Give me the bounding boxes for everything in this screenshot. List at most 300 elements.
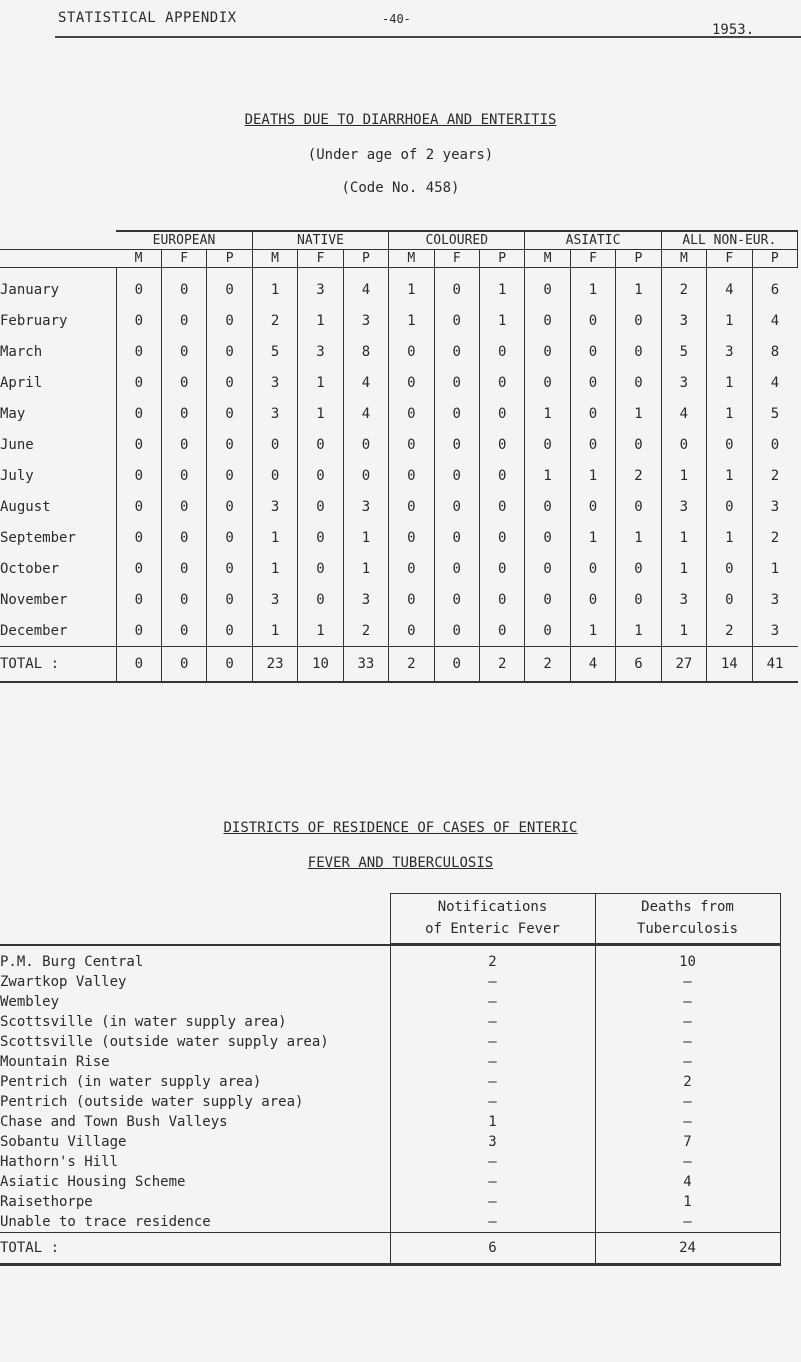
value-cell: 0 [525, 367, 570, 398]
value-cell: 2 [252, 305, 297, 336]
value-cell: 2 [661, 268, 706, 306]
value-cell: 0 [525, 305, 570, 336]
tb-value: — [595, 1212, 780, 1233]
value-cell: 0 [616, 491, 661, 522]
district-row [0, 1012, 780, 1032]
value-cell: 2 [343, 615, 388, 647]
district-row [0, 945, 780, 973]
enteric-value: — [390, 1072, 595, 1092]
value-cell: 1 [616, 268, 661, 306]
district-name: Hathorn's Hill [0, 1154, 119, 1170]
enteric-value: 6 [390, 1233, 595, 1265]
value-cell: 0 [252, 429, 297, 460]
value-cell: 0 [389, 336, 434, 367]
value-cell: 1 [343, 553, 388, 584]
value-cell: 4 [343, 367, 388, 398]
value-cell: 3 [252, 367, 297, 398]
enteric-value: — [390, 1152, 595, 1172]
diarrhoea-title: DEATHS DUE TO DIARRHOEA AND ENTERITIS [244, 112, 557, 128]
district-name: Zwartkop Valley [0, 974, 127, 990]
value-cell: 2 [389, 647, 434, 683]
enteric-value: — [390, 1192, 595, 1212]
value-cell: 0 [570, 553, 615, 584]
district-row [0, 1212, 780, 1233]
month-label: November [0, 591, 68, 608]
value-cell: 3 [770, 498, 780, 515]
districts-title-line1: DISTRICTS OF RESIDENCE OF CASES OF ENTERIC [223, 820, 578, 836]
value-cell: 1 [616, 398, 661, 429]
value-cell: 1 [252, 553, 297, 584]
enteric-value: — [390, 992, 595, 1012]
value-cell: 0 [207, 305, 252, 336]
value-cell: 0 [162, 522, 207, 553]
value-cell: 0 [570, 305, 615, 336]
value-cell: 1 [570, 460, 615, 491]
value-cell: 1 [707, 460, 752, 491]
tb-value: 2 [595, 1072, 780, 1092]
value-cell: 3 [770, 622, 780, 639]
value-cell: 0 [207, 615, 252, 647]
value-cell: 33 [343, 647, 388, 683]
value-cell: 0 [162, 553, 207, 584]
value-cell: 0 [252, 460, 297, 491]
value-cell: 0 [298, 460, 343, 491]
sub-header: F [570, 250, 615, 268]
value-cell: 3 [298, 268, 343, 306]
group-header: ALL NON-EUR. [661, 231, 797, 250]
enteric-value: 3 [390, 1132, 595, 1152]
value-cell: 3 [707, 336, 752, 367]
value-cell: 2 [479, 647, 524, 683]
tb-value: — [595, 1092, 780, 1112]
tb-header-line2: Tuberculosis [636, 921, 739, 937]
district-row [0, 1052, 780, 1072]
value-cell: 0 [525, 429, 570, 460]
group-header: NATIVE [252, 231, 388, 250]
tb-value: 10 [595, 945, 780, 973]
value-cell: 0 [570, 491, 615, 522]
value-cell: 3 [298, 336, 343, 367]
month-row [0, 305, 798, 336]
month-label: March [0, 343, 43, 360]
value-cell: 1 [343, 522, 388, 553]
value-cell: 1 [770, 560, 780, 577]
group-header: ASIATIC [525, 231, 661, 250]
district-row [0, 1132, 780, 1152]
value-cell: 0 [207, 491, 252, 522]
value-cell: 0 [434, 647, 479, 683]
value-cell: 0 [207, 336, 252, 367]
value-cell: 0 [116, 647, 161, 683]
value-cell: 0 [616, 584, 661, 615]
sub-header: M [661, 250, 706, 268]
value-cell: 0 [570, 429, 615, 460]
value-cell: 0 [162, 460, 207, 491]
value-cell: 0 [479, 398, 524, 429]
tb-value: 7 [595, 1132, 780, 1152]
value-cell: 1 [661, 615, 706, 647]
value-cell: 1 [479, 268, 524, 306]
value-cell: 0 [525, 553, 570, 584]
value-cell: 0 [479, 460, 524, 491]
value-cell: 0 [162, 615, 207, 647]
value-cell: 5 [252, 336, 297, 367]
value-cell: 0 [389, 615, 434, 647]
value-cell: 4 [770, 312, 780, 329]
header-rule [55, 36, 801, 38]
value-cell: 0 [661, 429, 706, 460]
enteric-header-line1: Notifications [437, 899, 548, 915]
value-cell: 0 [434, 305, 479, 336]
districts-title-line2: FEVER AND TUBERCULOSIS [307, 855, 494, 871]
value-cell: 0 [434, 336, 479, 367]
value-cell: 6 [616, 647, 661, 683]
sub-header: P [479, 250, 524, 268]
value-cell: 4 [770, 374, 780, 391]
district-name: Asiatic Housing Scheme [0, 1174, 186, 1190]
value-cell: 0 [343, 429, 388, 460]
group-header: COLOURED [389, 231, 525, 250]
value-cell: 1 [570, 268, 615, 306]
value-cell: 6 [770, 281, 780, 298]
value-cell: 3 [343, 491, 388, 522]
appendix-heading: STATISTICAL APPENDIX [58, 10, 237, 26]
month-label: February [0, 312, 68, 329]
enteric-value: — [390, 1012, 595, 1032]
sub-header: P [207, 250, 252, 268]
value-cell: 0 [207, 460, 252, 491]
month-row [0, 429, 798, 460]
value-cell: 0 [525, 584, 570, 615]
value-cell: 0 [116, 429, 161, 460]
value-cell: 0 [707, 584, 752, 615]
value-cell: 0 [434, 584, 479, 615]
month-label: April [0, 374, 43, 391]
sub-header: M [525, 250, 570, 268]
value-cell: 0 [116, 336, 161, 367]
value-cell: 0 [616, 367, 661, 398]
district-row [0, 1172, 780, 1192]
value-cell: 0 [707, 429, 752, 460]
month-label: August [0, 498, 51, 515]
district-header-blank [0, 894, 390, 945]
value-cell: 1 [707, 305, 752, 336]
district-name: Chase and Town Bush Valleys [0, 1114, 228, 1130]
tb-value: — [595, 992, 780, 1012]
value-cell: 4 [343, 268, 388, 306]
value-cell: 0 [707, 553, 752, 584]
value-cell: 0 [116, 398, 161, 429]
value-cell: 0 [434, 429, 479, 460]
value-cell: 0 [343, 460, 388, 491]
enteric-value: — [390, 1092, 595, 1112]
value-cell: 1 [616, 615, 661, 647]
month-header-blank [0, 231, 116, 250]
district-row [0, 1072, 780, 1092]
enteric-value: 1 [390, 1112, 595, 1132]
total-label: TOTAL : [0, 647, 116, 683]
value-cell: 0 [479, 522, 524, 553]
enteric-value: — [390, 1172, 595, 1192]
district-name: Scottsville (outside water supply area) [0, 1034, 329, 1050]
value-cell: 3 [252, 584, 297, 615]
value-cell: 0 [707, 491, 752, 522]
value-cell: 0 [116, 305, 161, 336]
value-cell: 27 [661, 647, 706, 683]
value-cell: 0 [207, 429, 252, 460]
year-label: 1953. [712, 22, 755, 38]
value-cell: 1 [479, 305, 524, 336]
value-cell: 0 [434, 491, 479, 522]
group-header-row [0, 231, 798, 250]
value-cell: 0 [434, 367, 479, 398]
district-name: Raisethorpe [0, 1194, 93, 1210]
value-cell: 0 [207, 647, 252, 683]
value-cell: 0 [434, 615, 479, 647]
month-row [0, 268, 798, 306]
value-cell: 1 [661, 460, 706, 491]
value-cell: 0 [389, 584, 434, 615]
value-cell: 0 [162, 268, 207, 306]
value-cell: 0 [525, 491, 570, 522]
value-cell: 1 [661, 522, 706, 553]
enteric-value: — [390, 1032, 595, 1052]
district-total-label: TOTAL : [0, 1233, 390, 1265]
value-cell: 3 [252, 398, 297, 429]
value-cell: 0 [298, 553, 343, 584]
value-cell: 0 [116, 615, 161, 647]
value-cell: 0 [616, 553, 661, 584]
value-cell: 0 [770, 436, 780, 453]
value-cell: 0 [162, 398, 207, 429]
tb-value: 24 [595, 1233, 780, 1265]
month-label: September [0, 529, 76, 546]
value-cell: 0 [570, 584, 615, 615]
value-cell: 0 [207, 522, 252, 553]
month-label: July [0, 467, 34, 484]
value-cell: 0 [207, 398, 252, 429]
district-row [0, 972, 780, 992]
sub-header: F [707, 250, 752, 268]
district-row [0, 1112, 780, 1132]
month-row [0, 491, 798, 522]
value-cell: 0 [162, 647, 207, 683]
district-name: Pentrich (in water supply area) [0, 1074, 262, 1090]
value-cell: 1 [298, 367, 343, 398]
enteric-value: — [390, 972, 595, 992]
district-name: Sobantu Village [0, 1134, 127, 1150]
tb-header [595, 894, 780, 945]
value-cell: 0 [162, 305, 207, 336]
month-label: June [0, 436, 34, 453]
district-name: Unable to trace residence [0, 1214, 211, 1230]
month-row [0, 398, 798, 429]
value-cell: 1 [570, 522, 615, 553]
value-cell: 3 [661, 491, 706, 522]
district-row [0, 1192, 780, 1212]
district-name: Mountain Rise [0, 1054, 110, 1070]
value-cell: 0 [570, 367, 615, 398]
value-cell: 0 [298, 584, 343, 615]
value-cell: 23 [252, 647, 297, 683]
tb-value: 1 [595, 1192, 780, 1212]
value-cell: 0 [389, 491, 434, 522]
value-cell: 3 [661, 367, 706, 398]
tb-value: — [595, 1032, 780, 1052]
district-name: P.M. Burg Central [0, 953, 144, 970]
value-cell: 0 [298, 491, 343, 522]
sub-header: M [252, 250, 297, 268]
diarrhoea-code: (Code No. 458) [341, 180, 460, 196]
value-cell: 0 [525, 615, 570, 647]
value-cell: 0 [389, 367, 434, 398]
total-row [0, 647, 798, 683]
value-cell: 0 [162, 367, 207, 398]
value-cell: 0 [479, 584, 524, 615]
value-cell: 1 [389, 268, 434, 306]
district-row [0, 992, 780, 1012]
value-cell: 0 [616, 305, 661, 336]
value-cell: 0 [389, 460, 434, 491]
sub-header: P [343, 250, 388, 268]
enteric-value: — [390, 1052, 595, 1072]
tb-header-line1: Deaths from [641, 899, 734, 915]
sub-header: P [616, 250, 661, 268]
value-cell: 0 [434, 398, 479, 429]
value-cell: 0 [389, 398, 434, 429]
value-cell: 0 [298, 522, 343, 553]
value-cell: 0 [570, 336, 615, 367]
month-label: January [0, 281, 60, 298]
value-cell: 3 [661, 305, 706, 336]
district-row [0, 1032, 780, 1052]
value-cell: 0 [207, 367, 252, 398]
value-cell: 3 [343, 305, 388, 336]
diarrhoea-subtitle: (Under age of 2 years) [307, 147, 494, 163]
value-cell: 0 [207, 553, 252, 584]
value-cell: 0 [616, 429, 661, 460]
value-cell: 0 [434, 522, 479, 553]
value-cell: 4 [570, 647, 615, 683]
sub-header: F [434, 250, 479, 268]
enteric-value: 2 [390, 945, 595, 973]
value-cell: 0 [207, 584, 252, 615]
value-cell: 0 [116, 491, 161, 522]
value-cell: 0 [525, 268, 570, 306]
district-total-row [0, 1233, 780, 1265]
value-cell: 3 [770, 591, 780, 608]
value-cell: 0 [389, 553, 434, 584]
value-cell: 1 [298, 398, 343, 429]
value-cell: 1 [298, 615, 343, 647]
value-cell: 0 [479, 615, 524, 647]
month-label: October [0, 560, 60, 577]
value-cell: 14 [707, 647, 752, 683]
enteric-value: — [390, 1212, 595, 1233]
value-cell: 0 [525, 336, 570, 367]
value-cell: 0 [207, 268, 252, 306]
value-cell: 5 [770, 405, 780, 422]
value-cell: 1 [525, 398, 570, 429]
value-cell: 0 [162, 491, 207, 522]
value-cell: 41 [752, 647, 798, 683]
value-cell: 8 [770, 343, 780, 360]
value-cell: 4 [707, 268, 752, 306]
value-cell: 0 [116, 553, 161, 584]
value-cell: 0 [389, 429, 434, 460]
tb-value: — [595, 972, 780, 992]
value-cell: 2 [616, 460, 661, 491]
value-cell: 0 [479, 491, 524, 522]
district-name: Scottsville (in water supply area) [0, 1014, 287, 1030]
value-cell: 0 [389, 522, 434, 553]
value-cell: 0 [570, 398, 615, 429]
district-name: Wembley [0, 994, 60, 1010]
value-cell: 0 [116, 268, 161, 306]
district-name: Pentrich (outside water supply area) [0, 1094, 304, 1110]
month-row [0, 460, 798, 491]
value-cell: 0 [162, 584, 207, 615]
sub-header: F [162, 250, 207, 268]
month-label: May [0, 405, 26, 422]
sub-header: F [298, 250, 343, 268]
value-cell: 1 [707, 522, 752, 553]
value-cell: 1 [570, 615, 615, 647]
group-header: EUROPEAN [116, 231, 252, 250]
value-cell: 0 [116, 522, 161, 553]
value-cell: 4 [343, 398, 388, 429]
sub-header: M [116, 250, 161, 268]
diarrhoea-table [0, 230, 798, 683]
value-cell: 2 [525, 647, 570, 683]
sub-header: M [389, 250, 434, 268]
value-cell: 1 [252, 615, 297, 647]
tb-value: — [595, 1052, 780, 1072]
value-cell: 0 [116, 367, 161, 398]
month-row [0, 336, 798, 367]
value-cell: 1 [252, 268, 297, 306]
value-cell: 5 [661, 336, 706, 367]
value-cell: 0 [162, 336, 207, 367]
page-number: -40- [382, 12, 411, 26]
value-cell: 1 [252, 522, 297, 553]
value-cell: 0 [434, 460, 479, 491]
value-cell: 3 [252, 491, 297, 522]
value-cell: 1 [389, 305, 434, 336]
month-row [0, 522, 798, 553]
value-cell: 2 [707, 615, 752, 647]
district-row [0, 1092, 780, 1112]
value-cell: 0 [479, 367, 524, 398]
value-cell: 10 [298, 647, 343, 683]
month-label: December [0, 622, 68, 639]
enteric-header-line2: of Enteric Fever [425, 921, 560, 937]
value-cell: 2 [770, 467, 780, 484]
value-cell: 0 [479, 429, 524, 460]
month-subheader-blank [0, 250, 116, 268]
month-row [0, 553, 798, 584]
month-row [0, 584, 798, 615]
value-cell: 0 [298, 429, 343, 460]
value-cell: 0 [525, 522, 570, 553]
value-cell: 0 [479, 553, 524, 584]
month-row [0, 367, 798, 398]
value-cell: 3 [661, 584, 706, 615]
value-cell: 0 [434, 268, 479, 306]
value-cell: 4 [661, 398, 706, 429]
value-cell: 0 [116, 584, 161, 615]
value-cell: 0 [434, 553, 479, 584]
